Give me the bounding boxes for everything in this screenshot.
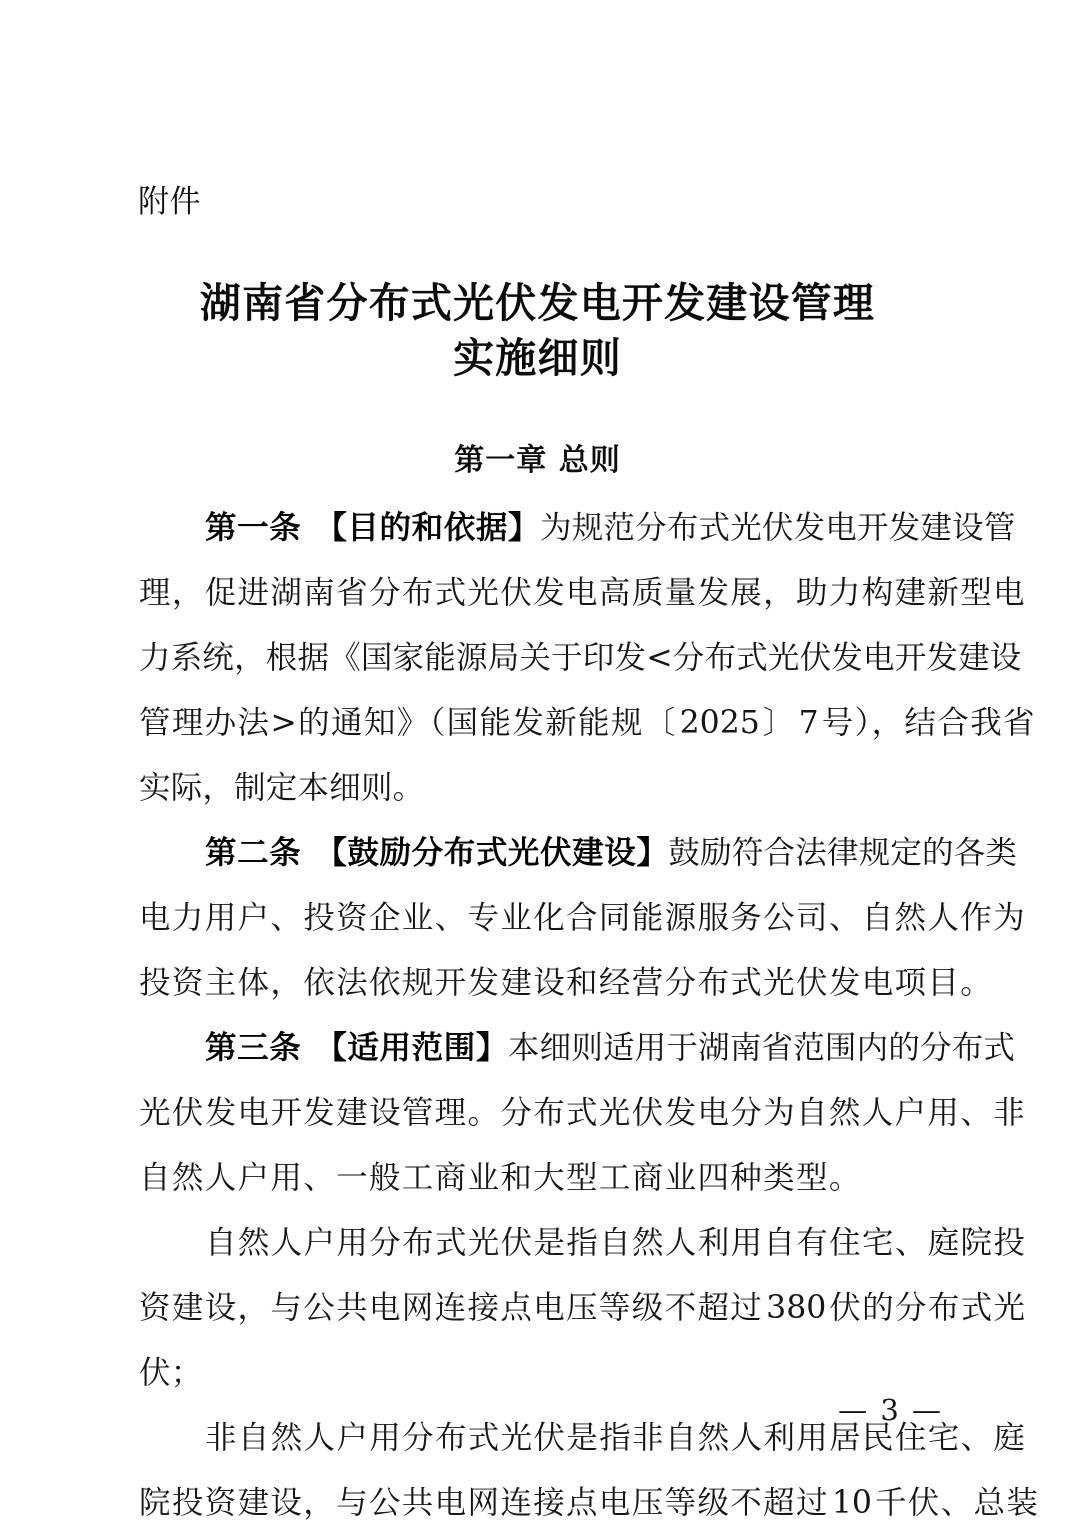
article-1-line-4-part-1: 管理办法>的通知》（国能发新能规〔: [139, 705, 677, 741]
definition-non-natural-person-line-1: 非自然人户用分布式光伏是指非自然人利用居民住宅、庭: [205, 1420, 1027, 1456]
article-3-line-1-text: 本细则适用于湖南省范围内的分布式: [507, 1030, 1016, 1066]
document-title: [0, 276, 1075, 386]
definition-natural-person-line-3: 伏；: [139, 1355, 203, 1391]
article-1-first-line: [139, 496, 1016, 561]
article-2-line-3: 投资主体，依法依规开发建设和经营分布式光伏发电项目。: [139, 965, 994, 1001]
article-1-line-4-part-2: 〕: [762, 705, 796, 741]
article-2-first-line: [139, 821, 1018, 886]
article-2-tag: 【鼓励分布式光伏建设】: [315, 835, 669, 871]
article-3-number: 第三条: [205, 1030, 302, 1066]
article-2-number: 第二条: [205, 835, 302, 871]
article-1-line-4: [139, 691, 1036, 756]
document-body: [139, 496, 1040, 1520]
article-1-line-3: 力系统，根据《国家能源局关于印发<分布式光伏发电开发建设: [139, 640, 1022, 676]
article-2-line-1-text: 鼓励符合法律规定的各类: [668, 835, 1018, 871]
article-1-line-1-text: 为规范分布式光伏发电开发建设管: [540, 510, 1016, 546]
page-number: — 3 —: [838, 1393, 943, 1427]
voltage-value-380: 380: [766, 1290, 827, 1326]
document-number-year: 2025: [679, 705, 760, 741]
definition-non-natural-person-line-2-part-2: 千伏、总装: [874, 1485, 1040, 1520]
article-3-line-3: 自然人户用、一般工商业和大型工商业四种类型。: [139, 1160, 862, 1196]
article-1-line-4-part-3: 号），结合我省: [821, 705, 1036, 741]
definition-non-natural-person-line-2-part-1: 院投资建设，与公共电网连接点电压等级不超过: [139, 1485, 829, 1520]
definition-natural-person-line-1: 自然人户用分布式光伏是指自然人利用自有住宅、庭院投: [205, 1225, 1027, 1261]
article-2-line-2: 电力用户、投资企业、专业化合同能源服务公司、自然人作为: [139, 900, 1026, 936]
document-title-line-2: 实施细则: [453, 334, 622, 382]
article-3-tag: 【适用范围】: [315, 1030, 508, 1066]
attachment-label: 附件: [138, 184, 201, 220]
document-number-serial: 7: [798, 705, 819, 741]
article-3-line-2: 光伏发电开发建设管理。分布式光伏发电分为自然人户用、非: [139, 1095, 1026, 1131]
article-1-tag: 【目的和依据】: [315, 510, 541, 546]
document-title-line-1: 湖南省分布式光伏发电开发建设管理: [199, 279, 876, 327]
definition-non-natural-person-line-2: [139, 1471, 1040, 1520]
article-1-number: 第一条: [205, 510, 302, 546]
article-1-line-5: 实际，制定本细则。: [139, 770, 425, 806]
definition-natural-person-line-2-part-2: 伏的分布式光: [829, 1290, 1027, 1326]
article-1-line-2: 理，促进湖南省分布式光伏发电高质量发展，助力构建新型电: [139, 575, 1026, 611]
chapter-heading: 第一章 总则: [454, 443, 621, 478]
definition-natural-person-line-2-part-1: 资建设，与公共电网连接点电压等级不超过: [139, 1290, 764, 1326]
voltage-value-10kv: 10: [831, 1485, 872, 1520]
article-3-first-line: [139, 1016, 1016, 1081]
definition-natural-person-line-2: [139, 1276, 1027, 1341]
